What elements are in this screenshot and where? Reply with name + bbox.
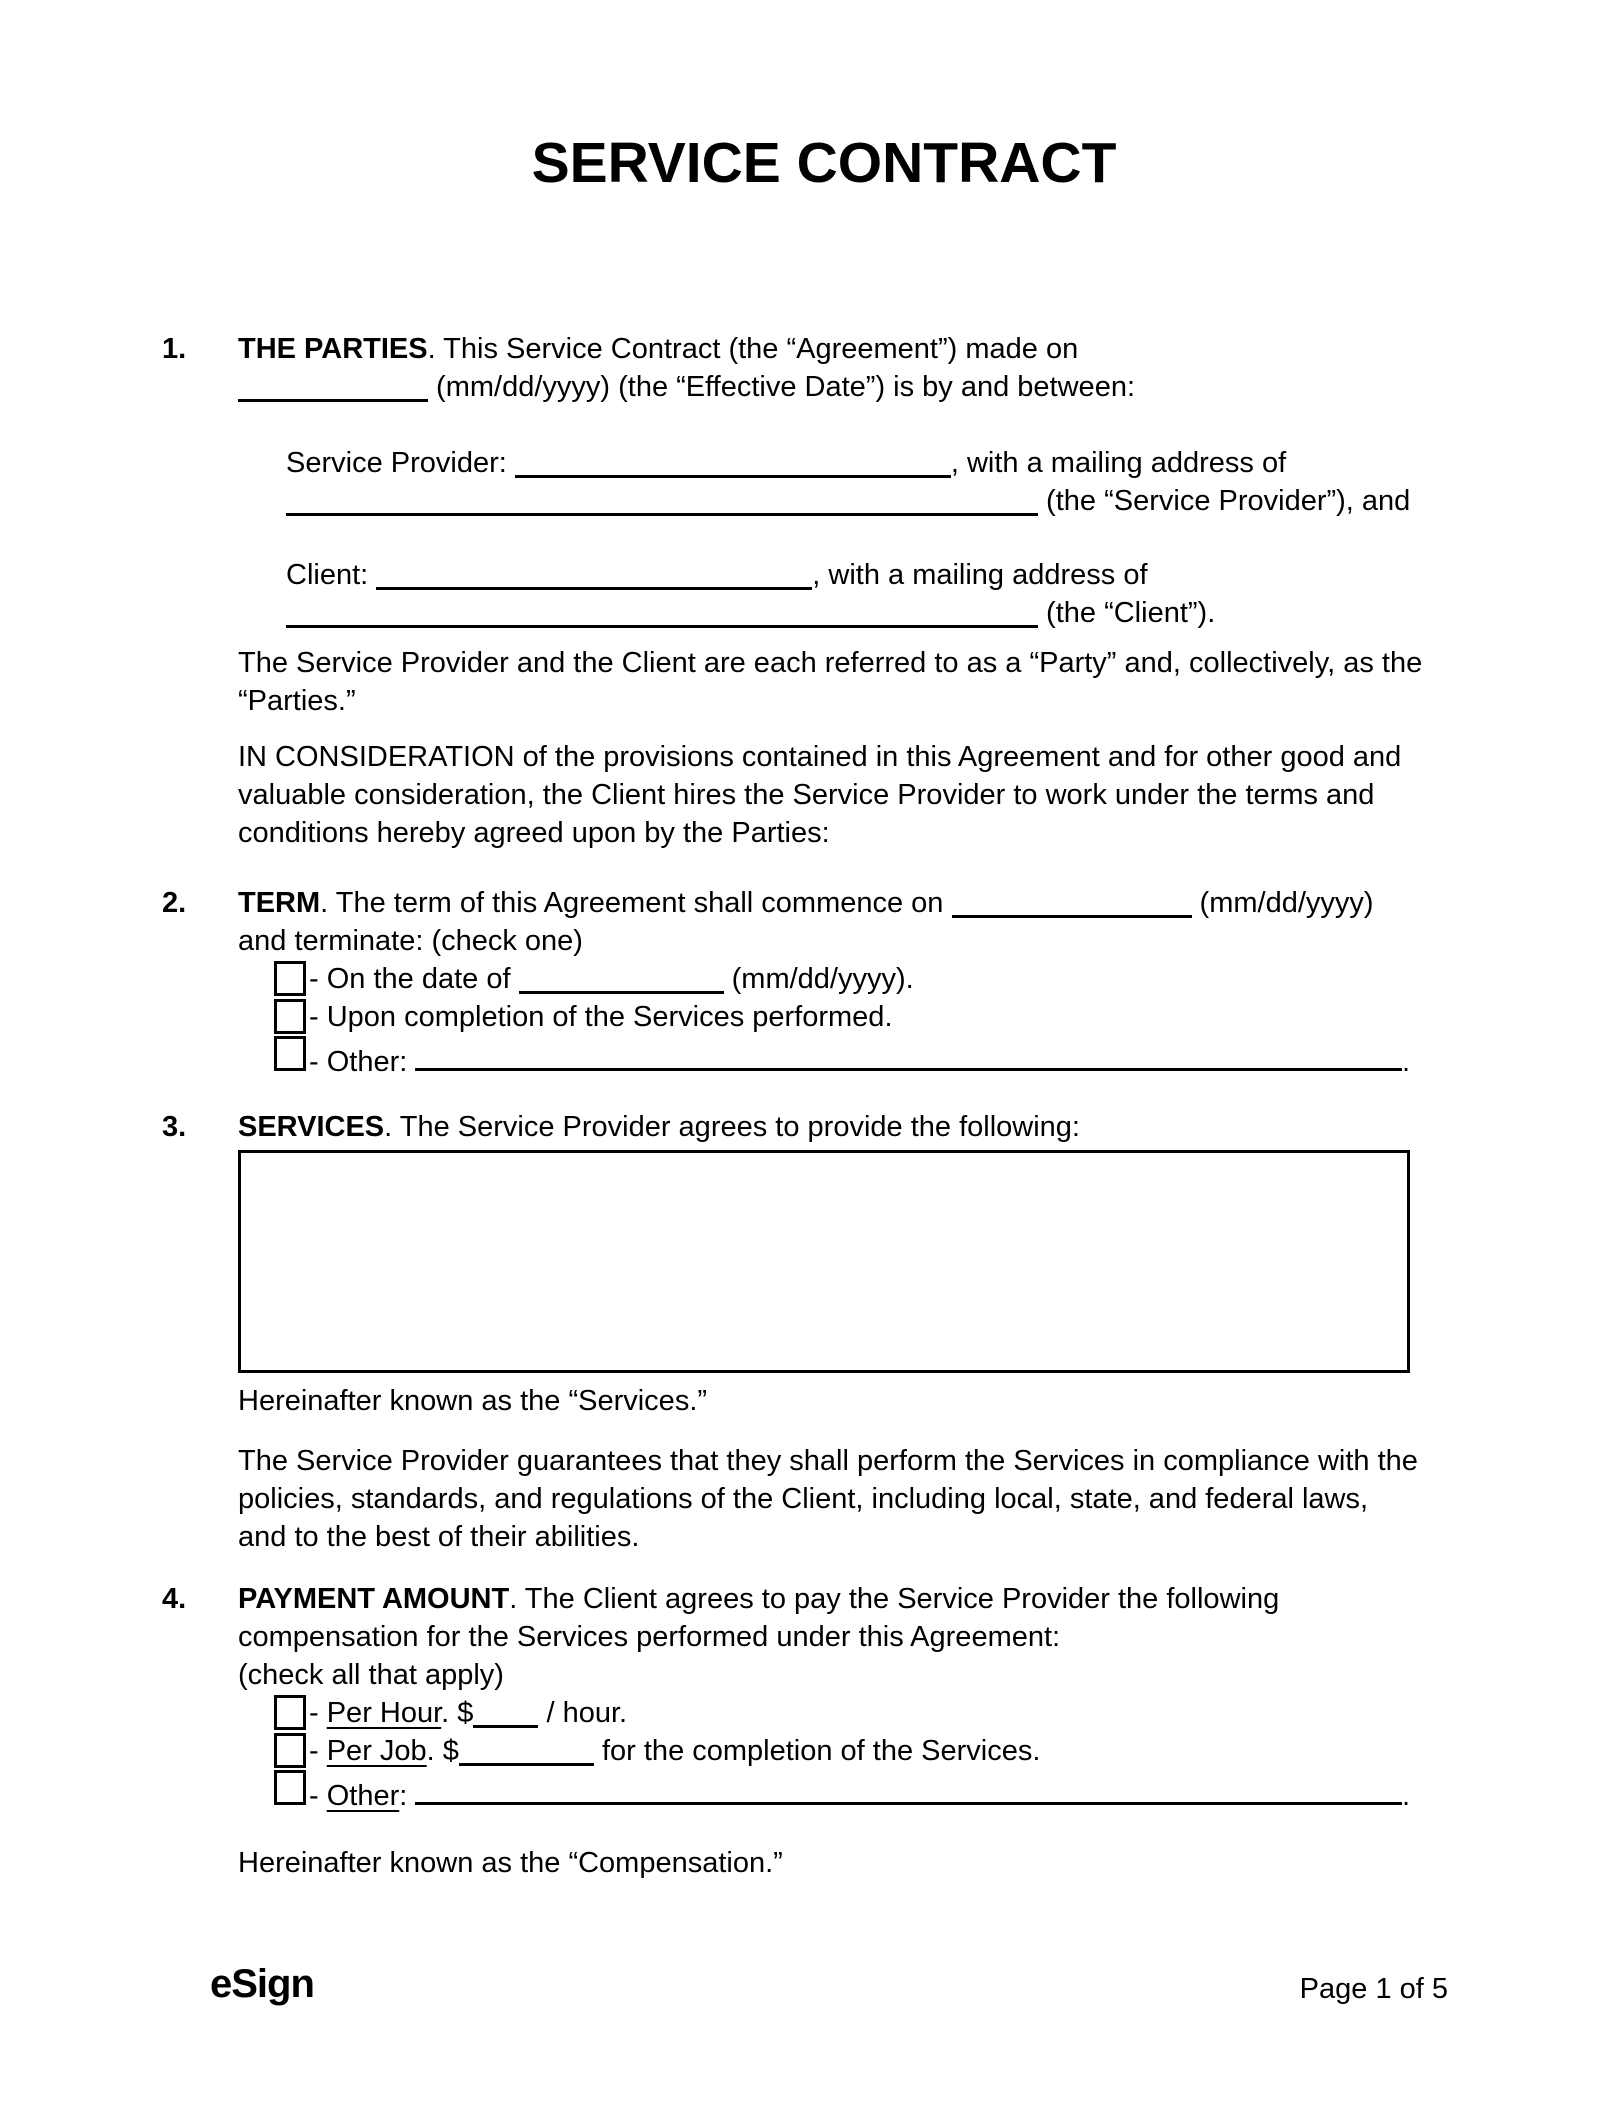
term-option-completion-row (274, 998, 1410, 1036)
section-text: and terminate: (check one) (238, 925, 583, 957)
term-other-checkbox[interactable] (274, 1036, 306, 1071)
services-hereinafter: Hereinafter known as the “Services.” (238, 1385, 708, 1417)
paragraph-line: conditions hereby agreed upon by the Parties: (238, 817, 830, 849)
section-term (162, 884, 1410, 960)
service-provider-text: (the “Service Provider”), and (1038, 485, 1411, 517)
option-text: / hour. (538, 1697, 628, 1729)
term-options (274, 960, 1410, 1081)
option-text: : (399, 1780, 408, 1812)
option-text: . (1401, 1046, 1410, 1078)
section-payment (162, 1580, 1410, 1694)
payment-other-label: Other (326, 1780, 400, 1812)
section-text: . This Service Contract (the “Agreement”) made on (427, 333, 1079, 365)
option-text: - Other: (309, 1046, 408, 1078)
option-text: - Upon completion of the Services performed. (309, 1001, 893, 1033)
option-segment (309, 1777, 407, 1815)
option-text: - On the date of (309, 963, 519, 995)
service-provider-label: Service Provider: (286, 447, 515, 479)
per-job-checkbox[interactable] (274, 1733, 306, 1768)
page-title: SERVICE CONTRACT (531, 131, 1117, 195)
option-text: (mm/dd/yyyy). (723, 963, 914, 995)
payment-per-hour-row (274, 1694, 1410, 1732)
section-text: compensation for the Services performed under this Agreement: (238, 1621, 1061, 1653)
term-date-blank[interactable] (519, 967, 724, 994)
section-text: . The Client agrees to pay the Service Provider the following (509, 1583, 1280, 1615)
option-text: . (1401, 1780, 1410, 1812)
option-text: - (309, 1780, 327, 1812)
client-name-blank[interactable] (376, 563, 812, 590)
client-text: , with a mailing address of (812, 559, 1148, 591)
section-text: . The term of this Agreement shall commence on (320, 887, 952, 919)
section-text: (mm/dd/yyyy) (the “Effective Date”) is by and between: (428, 371, 1136, 403)
section-text: (check all that apply) (238, 1659, 504, 1691)
term-other-blank[interactable] (415, 1044, 1402, 1071)
consideration-paragraph (238, 738, 1418, 852)
per-job-amount-blank[interactable] (459, 1739, 594, 1766)
paragraph-line: “Parties.” (238, 685, 356, 717)
per-hour-checkbox[interactable] (274, 1695, 306, 1730)
paragraph-line: The Service Provider guarantees that they shall perform the Services in compliance with the (238, 1445, 1418, 1477)
per-hour-amount-blank[interactable] (473, 1701, 538, 1728)
client-address-blank[interactable] (286, 601, 1038, 628)
per-job-label: Per Job (326, 1735, 427, 1767)
service-provider-address-blank[interactable] (286, 489, 1038, 516)
payment-other-checkbox[interactable] (274, 1770, 306, 1805)
service-provider-name-blank[interactable] (515, 451, 951, 478)
per-hour-label: Per Hour (326, 1697, 442, 1729)
section-number: 1. (162, 333, 187, 365)
paragraph-line: valuable consideration, the Client hires the Service Provider to work under the terms and (238, 779, 1375, 811)
service-provider-text: , with a mailing address of (950, 447, 1287, 479)
service-provider-block (286, 444, 1410, 520)
services-description-box[interactable] (238, 1150, 1410, 1373)
esign-logo: eSign (210, 1962, 314, 2006)
payment-options (274, 1694, 1410, 1815)
option-text: - (309, 1735, 327, 1767)
section-heading: TERM (238, 887, 321, 919)
section-text: (mm/dd/yyyy) (1191, 887, 1374, 919)
term-date-checkbox[interactable] (274, 961, 306, 996)
section-number: 4. (162, 1583, 187, 1615)
client-label: Client: (286, 559, 377, 591)
section-parties (162, 330, 1410, 406)
section-services (162, 1108, 1410, 1146)
paragraph-line: IN CONSIDERATION of the provisions contained in this Agreement and for other good and (238, 741, 1402, 773)
option-text: . $ (441, 1697, 474, 1729)
parties-referred-paragraph (238, 644, 1423, 720)
paragraph-line: and to the best of their abilities. (238, 1521, 640, 1553)
paragraph-line: The Service Provider and the Client are each referred to as a “Party” and, collectively, as the (238, 647, 1423, 679)
compensation-hereinafter: Hereinafter known as the “Compensation.” (238, 1847, 783, 1879)
option-text: - (309, 1697, 327, 1729)
term-option-date-row (274, 960, 1410, 998)
effective-date-blank[interactable] (238, 375, 428, 402)
section-heading: SERVICES (238, 1111, 385, 1143)
section-number: 2. (162, 887, 187, 919)
guarantee-paragraph (238, 1442, 1418, 1556)
section-text: . The Service Provider agrees to provide the following: (384, 1111, 1080, 1143)
option-text: . $ (426, 1735, 459, 1767)
term-option-other-row (274, 1036, 1410, 1081)
option-text: for the completion of the Services. (593, 1735, 1041, 1767)
client-text: (the “Client”). (1038, 597, 1216, 629)
payment-other-blank[interactable] (415, 1778, 1402, 1805)
client-block (286, 556, 1410, 632)
term-completion-checkbox[interactable] (274, 999, 306, 1034)
payment-other-row (274, 1770, 1410, 1815)
section-heading: PAYMENT AMOUNT (238, 1583, 510, 1615)
paragraph-line: policies, standards, and regulations of the Client, including local, state, and federal laws, (238, 1483, 1369, 1515)
page-number: Page 1 of 5 (1299, 1973, 1448, 2005)
section-heading: THE PARTIES (238, 333, 428, 365)
payment-per-job-row (274, 1732, 1410, 1770)
section-number: 3. (162, 1111, 187, 1143)
term-commence-date-blank[interactable] (952, 891, 1192, 918)
